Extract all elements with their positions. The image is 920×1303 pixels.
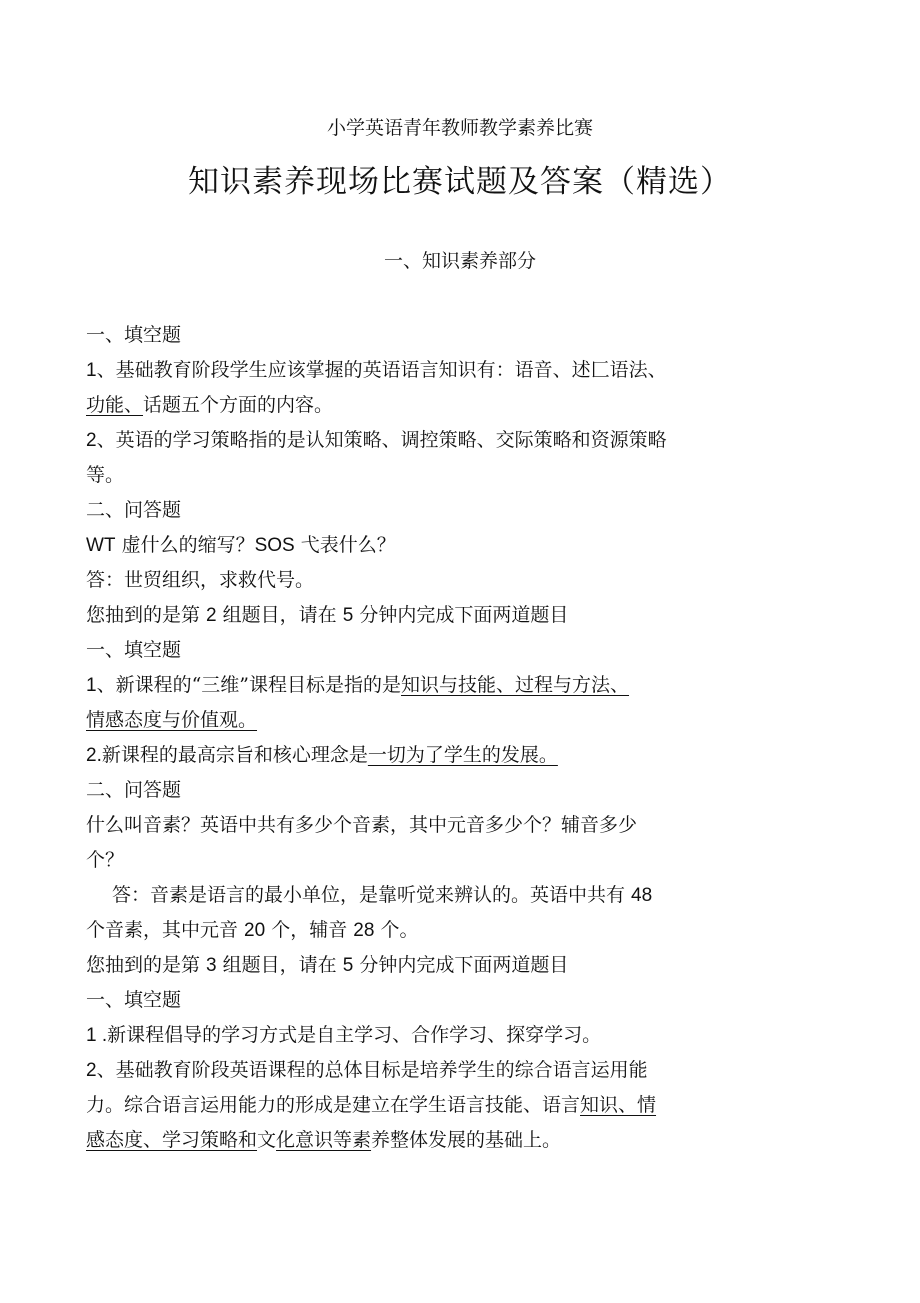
text-segment: 组题目，请在 [216,954,343,976]
text-segment: WT [86,535,116,556]
text-segment: 分钟内完成下面两道题目 [353,604,569,626]
text-segment: 二、问答题 [86,499,182,521]
text-segment: 分钟内完成下面两道题目 [353,954,569,976]
text-line [86,843,726,878]
text-segment: 个？ [86,849,125,871]
document-title: 知识素养现场比赛试题及答案（精选） [188,164,732,200]
text-line [86,983,726,1018]
underlined-answer: 功能、 [86,394,144,416]
text-segment: 弋表什么？ [294,534,396,556]
underlined-answer: 知识与技能、过程与方法、 [401,674,630,696]
text-segment: 20 [244,920,266,941]
text-segment: 2 [206,605,217,626]
text-segment: 虚什么的缩写？ [115,534,255,556]
document-kicker: 小学英语青年教师教学素养比赛 [326,117,593,139]
text-segment: 您抽到的是第 [86,604,207,626]
text-segment: 、基础教育阶段英语课程的总体目标是培养学生的综合语言运用能 [96,1059,648,1081]
text-segment: 2 [86,430,97,451]
text-line [86,913,726,948]
text-segment: 您抽到的是第 [86,954,207,976]
text-segment: 答：世贸组织，求救代号。 [86,569,315,591]
text-line [86,878,726,913]
text-segment: 3 [206,955,217,976]
document-body [86,318,726,1158]
text-line [86,563,726,598]
text-segment: 1 [86,675,97,696]
text-segment: 28 [353,920,375,941]
text-segment: 1 [86,360,97,381]
text-line [86,668,726,703]
underlined-answer: 情感态度与价值观。 [86,709,258,731]
text-segment: 什么叫音素？英语中共有多少个音素，其中元音多少个？辅音多少 [86,814,638,836]
text-line [86,598,726,633]
text-line [86,388,726,423]
text-segment: 个音素，其中元音 [86,919,245,941]
text-segment: 2. [86,745,102,766]
text-segment: 一、填空题 [86,639,182,661]
text-line [86,808,726,843]
text-segment: 组题目，请在 [216,604,343,626]
text-segment: 二、问答题 [86,779,182,801]
text-segment: 等。 [86,464,125,486]
text-line [86,633,726,668]
text-segment: 文 [257,1129,277,1151]
text-segment: 一、填空题 [86,324,182,346]
underlined-answer: 知识、情 [580,1094,657,1116]
text-segment: 5 [342,605,354,626]
text-line [86,773,726,808]
text-line [86,318,726,353]
text-segment: 话题五个方面的内容。 [143,394,334,416]
text-segment: 1 . [86,1025,108,1046]
text-segment: 新课程的最高宗旨和核心理念是 [101,744,368,766]
text-segment: 5 [342,955,354,976]
text-segment: 答：音素是语言的最小单位，是靠听觉来辨认的。英语中共有 [112,884,632,906]
text-line [86,423,726,458]
text-line [86,353,726,388]
text-line [86,738,726,773]
text-segment: 力。综合语言运用能力的形成是建立在学生语言技能、语言 [86,1094,581,1116]
text-line [86,703,726,738]
text-line [86,528,726,563]
text-line [86,1123,726,1158]
underlined-answer: 化意识等素 [276,1129,372,1151]
underlined-answer: 感态度、学习策略和 [86,1129,258,1151]
text-line [86,1018,726,1053]
text-segment: 一、填空题 [86,989,182,1011]
text-segment: SOS [254,535,295,556]
text-line [86,948,726,983]
text-segment: 、英语的学习策略指的是认知策略、调控策略、交际策略和资源策略 [96,429,667,451]
text-line [86,493,726,528]
section-heading: 一、知识素养部分 [383,250,536,272]
underlined-answer: 一切为了学生的发展。 [367,744,558,766]
text-line [86,1088,726,1123]
text-line [86,458,726,493]
text-segment: 2 [86,1060,97,1081]
text-segment: 个，辅音 [265,919,354,941]
text-segment: 、新课程的“三维”课程目标是指的是 [96,674,402,696]
text-segment: 、基础教育阶段学生应该掌握的英语语言知识有：语音、述匚语法、 [96,359,667,381]
text-line [86,1053,726,1088]
text-segment: 个。 [374,919,419,941]
text-segment: 养整体发展的基础上。 [371,1129,562,1151]
text-segment: 新课程倡导的学习方式是自主学习、合作学习、探穿学习。 [107,1024,602,1046]
text-segment: 48 [631,885,653,906]
